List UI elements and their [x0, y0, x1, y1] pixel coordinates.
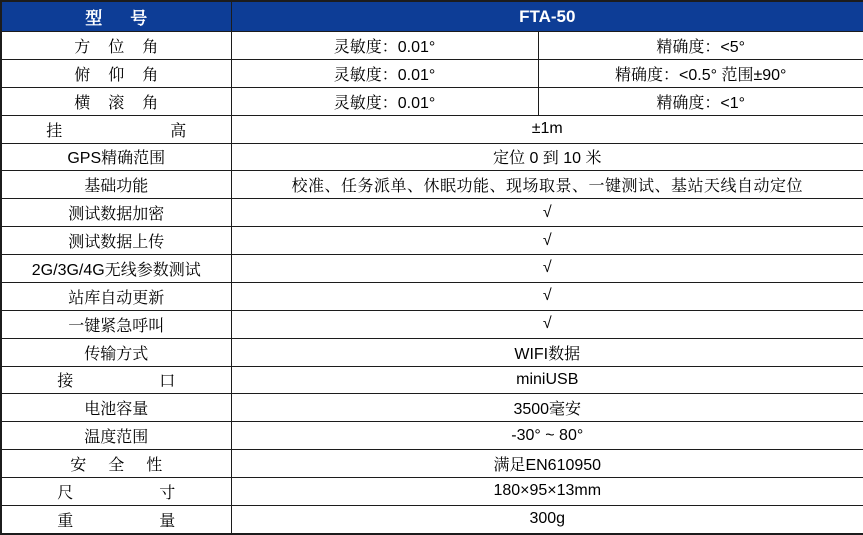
sensitivity-value: 灵敏度：0.01° [231, 32, 538, 60]
sensitivity-value: 灵敏度：0.01° [231, 87, 538, 115]
row-label: 尺寸 [1, 478, 231, 506]
row-label: 挂高 [1, 115, 231, 143]
row-label: 安全性 [1, 450, 231, 478]
header-model-value: FTA-50 [231, 1, 863, 32]
spec-value: 180×95×13mm [231, 478, 863, 506]
row-label: 电池容量 [1, 394, 231, 422]
table-row-data-upload [1, 227, 863, 255]
row-label: 测试数据加密 [1, 199, 231, 227]
table-row-basic-functions [1, 171, 863, 199]
sensitivity-value: 灵敏度：0.01° [231, 59, 538, 87]
row-label: 接口 [1, 366, 231, 394]
accuracy-value: 精确度：<1° [538, 87, 863, 115]
row-label: 2G/3G/4G无线参数测试 [1, 255, 231, 283]
spec-value: 300g [231, 505, 863, 534]
table-row-battery [1, 394, 863, 422]
check-mark: √ [231, 310, 863, 338]
spec-value: 3500毫安 [231, 394, 863, 422]
table-row-data-encryption [1, 199, 863, 227]
row-label: 俯仰角 [1, 59, 231, 87]
table-row-interface [1, 366, 863, 394]
table-row-mount-height [1, 115, 863, 143]
spec-value: -30° ~ 80° [231, 422, 863, 450]
row-label: GPS精确范围 [1, 143, 231, 171]
accuracy-value: 精确度：<0.5° 范围±90° [538, 59, 863, 87]
header-model-label: 型号 [1, 1, 231, 32]
table-row-safety [1, 450, 863, 478]
table-row-gps-range [1, 143, 863, 171]
row-label: 横滚角 [1, 87, 231, 115]
row-label: 测试数据上传 [1, 227, 231, 255]
table-row-pitch [1, 59, 863, 87]
table-row-temperature [1, 422, 863, 450]
table-row-weight [1, 505, 863, 534]
table-row-azimuth [1, 32, 863, 60]
spec-value: 校准、任务派单、休眠功能、现场取景、一键测试、基站天线自动定位 [231, 171, 863, 199]
row-label: 站库自动更新 [1, 282, 231, 310]
check-mark: √ [231, 282, 863, 310]
table-row-dimensions [1, 478, 863, 506]
table-row-station-db-update [1, 282, 863, 310]
row-label: 方位角 [1, 32, 231, 60]
spec-value: ±1m [231, 115, 863, 143]
accuracy-value: 精确度：<5° [538, 32, 863, 60]
spec-value: miniUSB [231, 366, 863, 394]
check-mark: √ [231, 199, 863, 227]
row-label: 温度范围 [1, 422, 231, 450]
table-row-emergency-call [1, 310, 863, 338]
spec-value: 满足EN610950 [231, 450, 863, 478]
spec-value: WIFI数据 [231, 338, 863, 366]
table-row-roll [1, 87, 863, 115]
row-label: 一键紧急呼叫 [1, 310, 231, 338]
check-mark: √ [231, 255, 863, 283]
row-label: 传输方式 [1, 338, 231, 366]
spec-value: 定位 0 到 10 米 [231, 143, 863, 171]
row-label: 基础功能 [1, 171, 231, 199]
check-mark: √ [231, 227, 863, 255]
table-row-wireless-param-test [1, 255, 863, 283]
row-label: 重量 [1, 505, 231, 534]
table-row-transmission [1, 338, 863, 366]
header-row [1, 1, 863, 32]
